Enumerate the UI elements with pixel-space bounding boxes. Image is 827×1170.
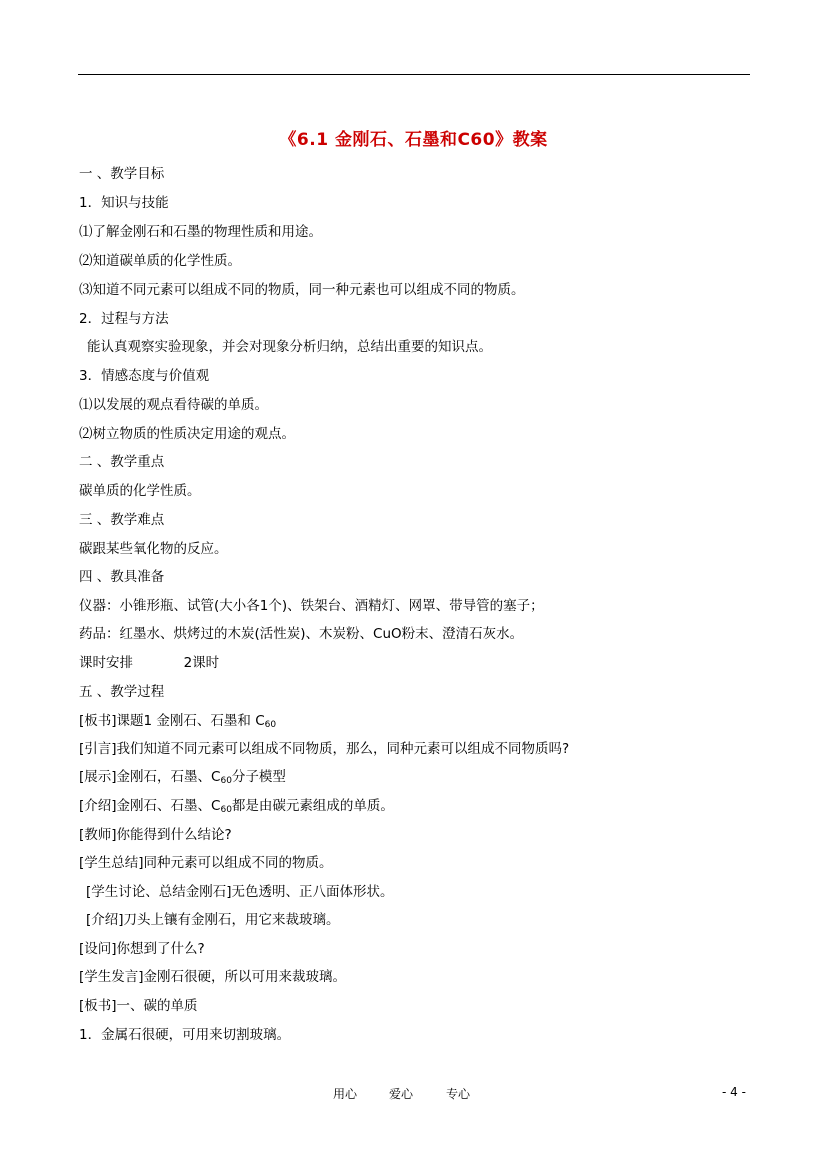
header-rule bbox=[78, 74, 750, 75]
text-segment: [板书]课题1 金刚石、石墨和 C bbox=[79, 713, 265, 729]
paragraph: 仪器：小锥形瓶、试管(大小各1个)、铁架台、酒精灯、网罩、带导管的塞子； bbox=[79, 598, 544, 614]
paragraph: ⑴以发展的观点看待碳的单质。 bbox=[79, 397, 268, 413]
subheading: 2．过程与方法 bbox=[79, 311, 169, 327]
footer-word-2: 爱心 bbox=[389, 1087, 414, 1101]
paragraph: ⑴了解金刚石和石墨的物理性质和用途。 bbox=[79, 224, 322, 240]
paragraph: 碳单质的化学性质。 bbox=[79, 483, 201, 499]
section-heading-1: 一 、教学目标 bbox=[79, 166, 165, 182]
footer-word-3: 专心 bbox=[446, 1087, 471, 1101]
paragraph: [设问]你想到了什么? bbox=[79, 941, 205, 957]
section-heading-3: 三 、教学难点 bbox=[79, 512, 165, 528]
subheading: 1．知识与技能 bbox=[79, 195, 169, 211]
paragraph: [学生讨论、总结金刚石]无色透明、正八面体形状。 bbox=[86, 884, 394, 900]
paragraph: ⑵树立物质的性质决定用途的观点。 bbox=[79, 426, 295, 442]
paragraph: [板书]一、碳的单质 bbox=[79, 998, 198, 1014]
paragraph: 碳跟某些氧化物的反应。 bbox=[79, 541, 228, 557]
paragraph: 能认真观察实验现象，并会对现象分析归纳，总结出重要的知识点。 bbox=[87, 339, 492, 355]
paragraph: [介绍]刀头上镶有金刚石，用它来裁玻璃。 bbox=[86, 912, 340, 928]
section-heading-5: 五 、教学过程 bbox=[79, 684, 165, 700]
paragraph: 1．金属石很硬，可用来切割玻璃。 bbox=[79, 1027, 291, 1043]
footer-word-1: 用心 bbox=[333, 1087, 358, 1101]
paragraph: [学生发言]金刚石很硬，所以可用来裁玻璃。 bbox=[79, 969, 347, 985]
paragraph bbox=[79, 768, 286, 790]
schedule-value: 2课时 bbox=[183, 655, 220, 671]
paragraph: ⑵知道碳单质的化学性质。 bbox=[79, 253, 241, 269]
subscript: 60 bbox=[220, 805, 232, 815]
paragraph: [教师]你能得到什么结论? bbox=[79, 827, 232, 843]
paragraph: [引言]我们知道不同元素可以组成不同物质，那么，同种元素可以组成不同物质吗? bbox=[79, 741, 570, 757]
paragraph bbox=[79, 712, 276, 734]
section-heading-2: 二 、教学重点 bbox=[79, 454, 165, 470]
paragraph: [学生总结]同种元素可以组成不同的物质。 bbox=[79, 855, 333, 871]
page-number: - 4 - bbox=[722, 1085, 746, 1099]
text-segment: 都是由碳元素组成的单质。 bbox=[231, 798, 394, 814]
text-segment: [介绍]金刚石、石墨、C bbox=[79, 798, 221, 814]
paragraph bbox=[79, 797, 394, 819]
subscript: 60 bbox=[264, 720, 277, 730]
subheading: 3．情感态度与价值观 bbox=[79, 368, 210, 384]
document-title: 《6.1 金刚石、石墨和C60》教案 bbox=[279, 130, 548, 150]
text-segment: [展示]金刚石，石墨、C bbox=[79, 769, 221, 785]
section-heading-4: 四 、教具准备 bbox=[79, 569, 165, 585]
text-segment: 分子模型 bbox=[231, 769, 286, 785]
subscript: 60 bbox=[220, 776, 232, 786]
paragraph: ⑶知道不同元素可以组成不同的物质，同一种元素也可以组成不同的物质。 bbox=[79, 282, 525, 298]
paragraph: 药品：红墨水、烘烤过的木炭(活性炭)、木炭粉、CuO粉末、澄清石灰水。 bbox=[79, 626, 524, 642]
schedule-line bbox=[79, 654, 219, 672]
schedule-label: 课时安排 bbox=[79, 655, 133, 671]
